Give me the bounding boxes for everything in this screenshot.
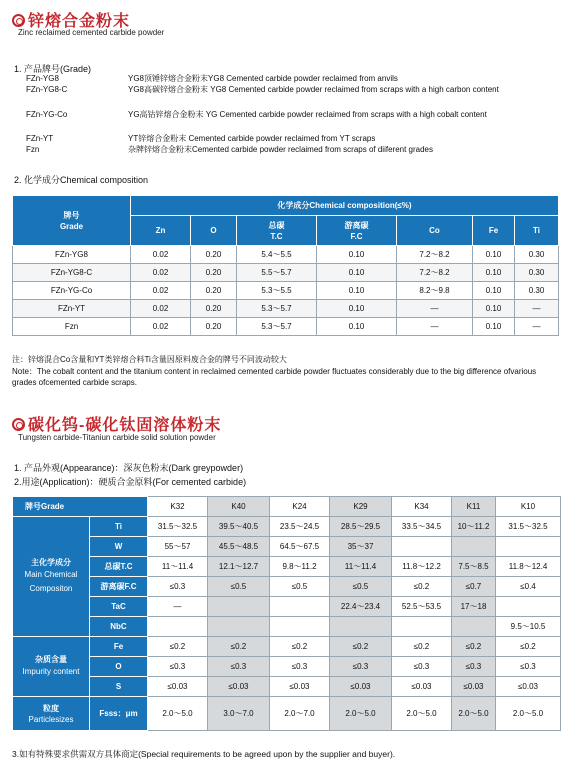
table-cell: 11～11.4 [330, 557, 392, 577]
table-cell: ≤0.03 [330, 677, 392, 697]
table-cell: 0.20 [191, 264, 237, 282]
table-row [13, 637, 561, 657]
table-cell: 7.2～8.2 [397, 246, 473, 264]
grade-desc: YG8顶锤锌熔合金粉末YG8 Cemented carbide powder reclaimed from anvils [128, 74, 398, 83]
grade-desc: YG高钴锌熔合金粉末 YG Cemented carbide powder reclaimed from scraps with a high cobalt content [128, 110, 487, 119]
table-cell: 33.5～34.5 [392, 517, 452, 537]
table-cell: 3.0～7.0 [208, 697, 270, 731]
table-cell: FZn-YG8 [13, 246, 131, 264]
table-cell: 52.5～53.5 [392, 597, 452, 617]
text-label: Particlesizes [28, 714, 74, 724]
circle-bullet-icon [12, 14, 25, 27]
table-row [13, 282, 559, 300]
table-cell: 游离碳F.C [90, 577, 148, 597]
table-cell: ≤0.3 [208, 657, 270, 677]
table-cell: ≤0.5 [270, 577, 330, 597]
table-cell: ≤0.5 [330, 577, 392, 597]
text-label: 杂质含量 [35, 655, 67, 664]
table-cell: — [515, 318, 559, 336]
table-cell: 22.4～23.4 [330, 597, 392, 617]
table-cell: 0.30 [515, 264, 559, 282]
col-header-fe [473, 216, 515, 246]
table-cell: 12.1～12.7 [208, 557, 270, 577]
table-cell: 0.10 [317, 300, 397, 318]
table-cell: ≤0.2 [270, 637, 330, 657]
table-cell: 11.8～12.4 [496, 557, 561, 577]
grade-code: Fzn [26, 145, 40, 154]
table-cell: 0.10 [473, 246, 515, 264]
table-cell: Ti [90, 517, 148, 537]
table-cell [452, 617, 496, 637]
text-label: 总碳 [268, 220, 285, 230]
col-header-ti [515, 216, 559, 246]
grade-header [13, 196, 131, 246]
footer-note: 3.如有特殊要求供需双方具体商定(Special requirements to be agreed upon by the supplier and buyer). [12, 749, 396, 759]
table-cell: ≤0.2 [392, 577, 452, 597]
table-cell: 0.10 [473, 318, 515, 336]
grade-code: FZn-YG-Co [26, 110, 68, 119]
text-label: T.C [270, 231, 283, 241]
table-cell: ≤0.03 [148, 677, 208, 697]
table-cell: 11～11.4 [148, 557, 208, 577]
table-row [13, 577, 561, 597]
table-cell: ≤0.5 [208, 577, 270, 597]
table-cell: TaC [90, 597, 148, 617]
table-cell: ≤0.4 [496, 577, 561, 597]
table-cell: ≤0.3 [148, 577, 208, 597]
section2-subtitle: Tungsten carbide-Titaniun carbide solid solution powder [18, 433, 216, 442]
main-composition-group [13, 517, 90, 637]
grade-line-5 [26, 145, 566, 155]
table-cell: 9.5～10.5 [496, 617, 561, 637]
table-cell: S [90, 677, 148, 697]
table-cell [208, 597, 270, 617]
table-cell: 23.5～24.5 [270, 517, 330, 537]
table-row [13, 300, 559, 318]
section1-title-text: 锌熔合金粉末 [28, 13, 131, 30]
note-en: Note：The cobalt content and the titanium content in reclaimed cemented carbide powder fluctuates considerably due to the big difference ofvarious grades ofcemented carbide scraps. [12, 367, 537, 387]
text-label: 牌号 [63, 210, 80, 220]
table-cell: — [397, 318, 473, 336]
table-cell: — [515, 300, 559, 318]
composition-group-header: 化学成分Chemical composition(≤%) [131, 196, 559, 216]
note-cn: 注：锌熔混合Co含量和YT类锌熔合料Ti含量因原料废合金的牌号不同波动较大 [12, 355, 287, 364]
table-cell: 11.8～12.2 [392, 557, 452, 577]
grade-k10: K10 [496, 497, 561, 517]
grade-label: 牌号Grade [13, 497, 148, 517]
table-cell: 0.02 [131, 300, 191, 318]
table-cell: ≤0.3 [330, 657, 392, 677]
text-label: 游离碳 [344, 220, 369, 230]
text-label: 粒度 [43, 703, 59, 713]
table-cell: ≤0.03 [452, 677, 496, 697]
table-row [13, 246, 559, 264]
col-header-tc [237, 216, 317, 246]
grades-heading: 1. 产品牌号(Grade) [14, 64, 92, 74]
table-row [13, 677, 561, 697]
table-cell: 2.0～5.0 [330, 697, 392, 731]
table-cell [392, 537, 452, 557]
table-cell: 8.2～9.8 [397, 282, 473, 300]
table-cell: 0.10 [317, 264, 397, 282]
table-row [13, 657, 561, 677]
table-cell: 17～18 [452, 597, 496, 617]
grade-k24: K24 [270, 497, 330, 517]
table-row [13, 557, 561, 577]
appearance-line: 1. 产品外观(Appearance)：深灰色粉末(Dark greypowder) [14, 463, 244, 473]
table-cell: 5.4～5.5 [237, 246, 317, 264]
table-cell [496, 597, 561, 617]
text-label: F.C [350, 231, 363, 241]
grade-desc: YT锌熔合金粉末 Cemented carbide powder reclaimed from YT scraps [128, 134, 376, 143]
text-label: Impurity content [22, 667, 80, 676]
impurity-group [13, 637, 90, 697]
table-cell: ≤0.2 [496, 637, 561, 657]
table-cell: 64.5～67.5 [270, 537, 330, 557]
table-cell: 2.0～5.0 [148, 697, 208, 731]
table-cell [496, 537, 561, 557]
table-cell: ≤0.03 [392, 677, 452, 697]
table-cell: Fsss：μm [90, 697, 148, 731]
table-cell: 0.02 [131, 246, 191, 264]
table-cell: 0.02 [131, 264, 191, 282]
grade-code: FZn-YT [26, 134, 54, 143]
table-row [13, 597, 561, 617]
table-cell [148, 617, 208, 637]
table-cell [452, 537, 496, 557]
table-cell: ≤0.2 [452, 637, 496, 657]
table-cell: ≤0.3 [270, 657, 330, 677]
composition-table [12, 195, 559, 336]
table-cell: — [397, 300, 473, 318]
composition-heading: 2. 化学成分Chemical composition [14, 175, 149, 185]
section2-title [12, 412, 221, 435]
grade-line-4 [26, 134, 566, 144]
table-cell: W [90, 537, 148, 557]
table-row [13, 264, 559, 282]
application-line: 2.用途(Application)：硬质合金原料(For cemented carbide) [14, 477, 247, 487]
table-row [13, 537, 561, 557]
grade-line-2 [26, 85, 566, 105]
text-label: Zn [155, 226, 166, 235]
table-cell: ≤0.3 [392, 657, 452, 677]
table-cell: 5.3～5.7 [237, 318, 317, 336]
col-header-zn [131, 216, 191, 246]
table-cell: 5.5～5.7 [237, 264, 317, 282]
section2-title-text: 碳化钨-碳化钛固溶体粉末 [28, 417, 222, 434]
text-label: Main Chemical Compositon [24, 570, 78, 593]
table-cell: ≤0.03 [496, 677, 561, 697]
grade-k34: K34 [392, 497, 452, 517]
table-cell: 0.10 [317, 282, 397, 300]
table-cell: 2.0～5.0 [392, 697, 452, 731]
table-cell: 0.20 [191, 318, 237, 336]
text-label: O [210, 226, 217, 235]
table-cell: 0.30 [515, 282, 559, 300]
table-cell: ≤0.2 [208, 637, 270, 657]
table-cell: ≤0.03 [208, 677, 270, 697]
table-cell: ≤0.2 [330, 637, 392, 657]
grade-k11: K11 [452, 497, 496, 517]
table-cell: 45.5～48.5 [208, 537, 270, 557]
table-cell: 28.5～29.5 [330, 517, 392, 537]
circle-bullet-icon [12, 418, 25, 431]
table-cell [208, 617, 270, 637]
table-cell: 9.8～11.2 [270, 557, 330, 577]
grade-line-3 [26, 110, 566, 130]
table-cell: ≤0.3 [452, 657, 496, 677]
table-cell: 2.0～5.0 [452, 697, 496, 731]
text-label: Grade [59, 221, 84, 231]
table-cell: 39.5～40.5 [208, 517, 270, 537]
table-cell: 7.5～8.5 [452, 557, 496, 577]
grade-k32: K32 [148, 497, 208, 517]
table-cell: NbC [90, 617, 148, 637]
text-label: Ti [533, 226, 540, 235]
table-cell: ≤0.3 [148, 657, 208, 677]
particle-size-group [13, 697, 90, 731]
table-cell: ≤0.03 [270, 677, 330, 697]
grade-code: FZn-YG8-C [26, 85, 68, 94]
table-cell: 0.10 [473, 300, 515, 318]
table-cell: — [148, 597, 208, 617]
table-cell: 55～57 [148, 537, 208, 557]
table-cell: 7.2～8.2 [397, 264, 473, 282]
table-cell [270, 617, 330, 637]
text-label: Fe [488, 226, 499, 235]
table-cell: 0.20 [191, 300, 237, 318]
grade-desc: 杂牌锌熔合金粉末Cemented carbide powder reclaimed from scraps of diiferent grades [128, 145, 434, 154]
table-cell: 2.0～5.0 [496, 697, 561, 731]
text-label: Co [429, 226, 440, 235]
table-cell: 0.10 [473, 264, 515, 282]
table-cell: 0.20 [191, 282, 237, 300]
table-cell: 5.3～5.5 [237, 282, 317, 300]
table-cell [270, 597, 330, 617]
table-cell: ≤0.2 [392, 637, 452, 657]
table-row [13, 617, 561, 637]
col-header-fc [317, 216, 397, 246]
grade-k29: K29 [330, 497, 392, 517]
table-cell: 2.0～7.0 [270, 697, 330, 731]
table-row [13, 318, 559, 336]
table-cell [392, 617, 452, 637]
table-row [13, 697, 561, 731]
table-cell: 31.5～32.5 [496, 517, 561, 537]
table-cell: 31.5～32.5 [148, 517, 208, 537]
table-cell: O [90, 657, 148, 677]
table-row [13, 517, 561, 537]
table-cell [330, 617, 392, 637]
table-cell: Fzn [13, 318, 131, 336]
table-cell: 0.10 [317, 246, 397, 264]
table-cell: 0.20 [191, 246, 237, 264]
table-cell: 0.10 [317, 318, 397, 336]
table-cell: 总碳T.C [90, 557, 148, 577]
table-cell: 35～37 [330, 537, 392, 557]
table-cell: 0.10 [473, 282, 515, 300]
table-cell: 10～11.2 [452, 517, 496, 537]
table-cell: ≤0.3 [496, 657, 561, 677]
grade-k40: K40 [208, 497, 270, 517]
col-header-co [397, 216, 473, 246]
table-cell: Fe [90, 637, 148, 657]
table-cell: FZn-YG8-C [13, 264, 131, 282]
table-cell: FZn-YT [13, 300, 131, 318]
col-header-o [191, 216, 237, 246]
grade-line-1 [26, 74, 566, 84]
grade-desc: YG8高碳锌熔合金粉末 YG8 Cemented carbide powder reclaimed from scraps with a high carbon content [128, 85, 499, 94]
table-cell: 0.02 [131, 282, 191, 300]
grade-code: FZn-YG8 [26, 74, 59, 83]
solid-solution-table [12, 496, 561, 731]
table-cell: 0.02 [131, 318, 191, 336]
text-label: 主化学成分 [31, 558, 71, 567]
table-cell: ≤0.2 [148, 637, 208, 657]
table-cell: FZn-YG-Co [13, 282, 131, 300]
table-cell: 5.3～5.7 [237, 300, 317, 318]
table-cell: 0.30 [515, 246, 559, 264]
section1-subtitle: Zinc reclaimed cemented carbide powder [18, 28, 165, 37]
table-cell: ≤0.7 [452, 577, 496, 597]
